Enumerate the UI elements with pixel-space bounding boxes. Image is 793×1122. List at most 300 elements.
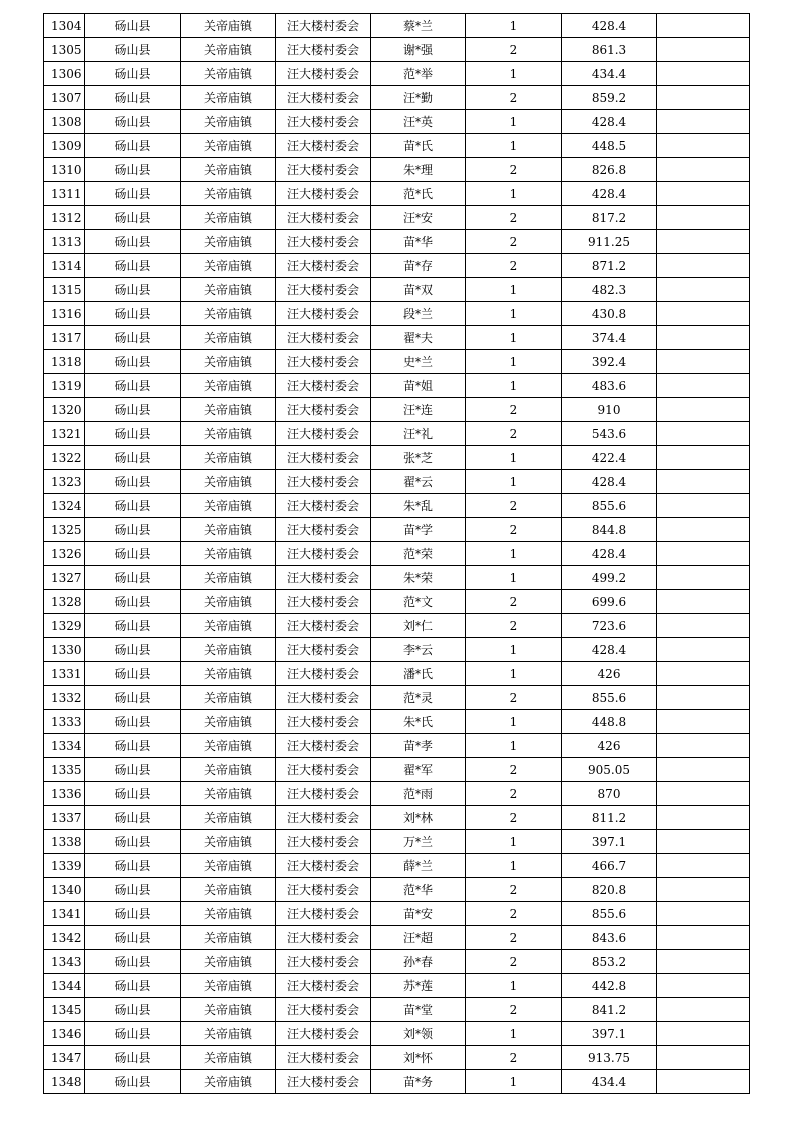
household-count-cell: 2: [466, 518, 562, 542]
table-row: [44, 1022, 750, 1046]
village-committee-cell: 汪大楼村委会: [276, 902, 371, 926]
town-cell: 关帝庙镇: [181, 254, 276, 278]
serial-number-cell: 1330: [44, 638, 85, 662]
amount-cell: 844.8: [562, 518, 657, 542]
household-count-cell: 2: [466, 998, 562, 1022]
household-count-cell: 2: [466, 86, 562, 110]
amount-cell: 499.2: [562, 566, 657, 590]
table-row: [44, 782, 750, 806]
table-row: [44, 830, 750, 854]
town-cell: 关帝庙镇: [181, 278, 276, 302]
county-cell: 砀山县: [85, 134, 181, 158]
town-cell: 关帝庙镇: [181, 854, 276, 878]
town-cell: 关帝庙镇: [181, 86, 276, 110]
amount-cell: 428.4: [562, 14, 657, 38]
table-row: [44, 758, 750, 782]
table-row: [44, 182, 750, 206]
serial-number-cell: 1323: [44, 470, 85, 494]
village-committee-cell: 汪大楼村委会: [276, 710, 371, 734]
serial-number-cell: 1325: [44, 518, 85, 542]
serial-number-cell: 1332: [44, 686, 85, 710]
household-count-cell: 1: [466, 542, 562, 566]
remarks-cell: [657, 902, 750, 926]
household-count-cell: 2: [466, 758, 562, 782]
serial-number-cell: 1308: [44, 110, 85, 134]
household-count-cell: 2: [466, 1046, 562, 1070]
table-row: [44, 62, 750, 86]
amount-cell: 843.6: [562, 926, 657, 950]
table-row: [44, 134, 750, 158]
amount-cell: 466.7: [562, 854, 657, 878]
serial-number-cell: 1336: [44, 782, 85, 806]
remarks-cell: [657, 686, 750, 710]
town-cell: 关帝庙镇: [181, 830, 276, 854]
amount-cell: 442.8: [562, 974, 657, 998]
table-row: [44, 998, 750, 1022]
serial-number-cell: 1319: [44, 374, 85, 398]
county-cell: 砀山县: [85, 782, 181, 806]
remarks-cell: [657, 518, 750, 542]
village-committee-cell: 汪大楼村委会: [276, 86, 371, 110]
recipient-name-cell: 蔡*兰: [371, 14, 466, 38]
village-committee-cell: 汪大楼村委会: [276, 614, 371, 638]
amount-cell: 861.3: [562, 38, 657, 62]
serial-number-cell: 1328: [44, 590, 85, 614]
household-count-cell: 2: [466, 782, 562, 806]
serial-number-cell: 1314: [44, 254, 85, 278]
remarks-cell: [657, 710, 750, 734]
amount-cell: 397.1: [562, 830, 657, 854]
county-cell: 砀山县: [85, 950, 181, 974]
household-count-cell: 1: [466, 734, 562, 758]
household-count-cell: 2: [466, 926, 562, 950]
household-count-cell: 2: [466, 422, 562, 446]
table-row: [44, 398, 750, 422]
recipient-name-cell: 朱*理: [371, 158, 466, 182]
household-count-cell: 1: [466, 446, 562, 470]
recipient-table: [43, 13, 750, 1094]
table-row: [44, 710, 750, 734]
serial-number-cell: 1344: [44, 974, 85, 998]
village-committee-cell: 汪大楼村委会: [276, 278, 371, 302]
remarks-cell: [657, 326, 750, 350]
recipient-name-cell: 苗*华: [371, 230, 466, 254]
recipient-name-cell: 范*氏: [371, 182, 466, 206]
village-committee-cell: 汪大楼村委会: [276, 1022, 371, 1046]
remarks-cell: [657, 470, 750, 494]
county-cell: 砀山县: [85, 830, 181, 854]
village-committee-cell: 汪大楼村委会: [276, 422, 371, 446]
remarks-cell: [657, 422, 750, 446]
town-cell: 关帝庙镇: [181, 686, 276, 710]
town-cell: 关帝庙镇: [181, 350, 276, 374]
serial-number-cell: 1343: [44, 950, 85, 974]
amount-cell: 392.4: [562, 350, 657, 374]
county-cell: 砀山县: [85, 182, 181, 206]
remarks-cell: [657, 206, 750, 230]
table-row: [44, 374, 750, 398]
remarks-cell: [657, 230, 750, 254]
table-row: [44, 902, 750, 926]
village-committee-cell: 汪大楼村委会: [276, 470, 371, 494]
county-cell: 砀山县: [85, 1046, 181, 1070]
town-cell: 关帝庙镇: [181, 638, 276, 662]
recipient-name-cell: 史*兰: [371, 350, 466, 374]
amount-cell: 483.6: [562, 374, 657, 398]
amount-cell: 428.4: [562, 182, 657, 206]
county-cell: 砀山县: [85, 62, 181, 86]
amount-cell: 826.8: [562, 158, 657, 182]
amount-cell: 430.8: [562, 302, 657, 326]
amount-cell: 841.2: [562, 998, 657, 1022]
remarks-cell: [657, 38, 750, 62]
village-committee-cell: 汪大楼村委会: [276, 950, 371, 974]
town-cell: 关帝庙镇: [181, 758, 276, 782]
amount-cell: 374.4: [562, 326, 657, 350]
serial-number-cell: 1309: [44, 134, 85, 158]
table-row: [44, 974, 750, 998]
serial-number-cell: 1306: [44, 62, 85, 86]
serial-number-cell: 1339: [44, 854, 85, 878]
village-committee-cell: 汪大楼村委会: [276, 446, 371, 470]
household-count-cell: 2: [466, 206, 562, 230]
remarks-cell: [657, 14, 750, 38]
village-committee-cell: 汪大楼村委会: [276, 14, 371, 38]
serial-number-cell: 1326: [44, 542, 85, 566]
amount-cell: 905.05: [562, 758, 657, 782]
recipient-name-cell: 范*华: [371, 878, 466, 902]
table-row: [44, 854, 750, 878]
county-cell: 砀山县: [85, 974, 181, 998]
town-cell: 关帝庙镇: [181, 470, 276, 494]
recipient-name-cell: 张*芝: [371, 446, 466, 470]
town-cell: 关帝庙镇: [181, 734, 276, 758]
table-row: [44, 254, 750, 278]
county-cell: 砀山县: [85, 38, 181, 62]
recipient-name-cell: 范*文: [371, 590, 466, 614]
recipient-name-cell: 苗*堂: [371, 998, 466, 1022]
household-count-cell: 1: [466, 854, 562, 878]
village-committee-cell: 汪大楼村委会: [276, 350, 371, 374]
remarks-cell: [657, 758, 750, 782]
remarks-cell: [657, 638, 750, 662]
household-count-cell: 2: [466, 398, 562, 422]
county-cell: 砀山县: [85, 710, 181, 734]
table-row: [44, 926, 750, 950]
recipient-name-cell: 苗*姐: [371, 374, 466, 398]
amount-cell: 723.6: [562, 614, 657, 638]
amount-cell: 428.4: [562, 470, 657, 494]
town-cell: 关帝庙镇: [181, 110, 276, 134]
amount-cell: 428.4: [562, 542, 657, 566]
town-cell: 关帝庙镇: [181, 710, 276, 734]
table-row: [44, 278, 750, 302]
recipient-name-cell: 苗*双: [371, 278, 466, 302]
recipient-name-cell: 范*灵: [371, 686, 466, 710]
town-cell: 关帝庙镇: [181, 518, 276, 542]
table-row: [44, 542, 750, 566]
table-row: [44, 158, 750, 182]
county-cell: 砀山县: [85, 590, 181, 614]
recipient-name-cell: 朱*氏: [371, 710, 466, 734]
household-count-cell: 1: [466, 1022, 562, 1046]
recipient-name-cell: 苗*孝: [371, 734, 466, 758]
village-committee-cell: 汪大楼村委会: [276, 566, 371, 590]
county-cell: 砀山县: [85, 902, 181, 926]
serial-number-cell: 1310: [44, 158, 85, 182]
recipient-name-cell: 翟*云: [371, 470, 466, 494]
recipient-name-cell: 谢*强: [371, 38, 466, 62]
remarks-cell: [657, 830, 750, 854]
town-cell: 关帝庙镇: [181, 38, 276, 62]
table-row: [44, 14, 750, 38]
serial-number-cell: 1341: [44, 902, 85, 926]
county-cell: 砀山县: [85, 1022, 181, 1046]
table-row: [44, 686, 750, 710]
town-cell: 关帝庙镇: [181, 1070, 276, 1094]
county-cell: 砀山县: [85, 374, 181, 398]
town-cell: 关帝庙镇: [181, 878, 276, 902]
amount-cell: 820.8: [562, 878, 657, 902]
household-count-cell: 2: [466, 686, 562, 710]
county-cell: 砀山县: [85, 614, 181, 638]
table-row: [44, 662, 750, 686]
village-committee-cell: 汪大楼村委会: [276, 62, 371, 86]
village-committee-cell: 汪大楼村委会: [276, 878, 371, 902]
county-cell: 砀山县: [85, 14, 181, 38]
town-cell: 关帝庙镇: [181, 542, 276, 566]
county-cell: 砀山县: [85, 494, 181, 518]
serial-number-cell: 1312: [44, 206, 85, 230]
remarks-cell: [657, 350, 750, 374]
village-committee-cell: 汪大楼村委会: [276, 494, 371, 518]
town-cell: 关帝庙镇: [181, 782, 276, 806]
county-cell: 砀山县: [85, 86, 181, 110]
amount-cell: 811.2: [562, 806, 657, 830]
household-count-cell: 2: [466, 902, 562, 926]
remarks-cell: [657, 254, 750, 278]
county-cell: 砀山县: [85, 542, 181, 566]
village-committee-cell: 汪大楼村委会: [276, 134, 371, 158]
household-count-cell: 1: [466, 326, 562, 350]
county-cell: 砀山县: [85, 422, 181, 446]
town-cell: 关帝庙镇: [181, 494, 276, 518]
recipient-name-cell: 汪*连: [371, 398, 466, 422]
remarks-cell: [657, 974, 750, 998]
amount-cell: 855.6: [562, 686, 657, 710]
recipient-name-cell: 汪*勤: [371, 86, 466, 110]
household-count-cell: 2: [466, 614, 562, 638]
household-count-cell: 2: [466, 230, 562, 254]
serial-number-cell: 1327: [44, 566, 85, 590]
remarks-cell: [657, 302, 750, 326]
town-cell: 关帝庙镇: [181, 398, 276, 422]
remarks-cell: [657, 998, 750, 1022]
county-cell: 砀山县: [85, 446, 181, 470]
amount-cell: 859.2: [562, 86, 657, 110]
serial-number-cell: 1313: [44, 230, 85, 254]
village-committee-cell: 汪大楼村委会: [276, 830, 371, 854]
county-cell: 砀山县: [85, 326, 181, 350]
amount-cell: 434.4: [562, 1070, 657, 1094]
town-cell: 关帝庙镇: [181, 1046, 276, 1070]
village-committee-cell: 汪大楼村委会: [276, 158, 371, 182]
recipient-name-cell: 苏*莲: [371, 974, 466, 998]
serial-number-cell: 1320: [44, 398, 85, 422]
serial-number-cell: 1335: [44, 758, 85, 782]
table-row: [44, 518, 750, 542]
amount-cell: 482.3: [562, 278, 657, 302]
village-committee-cell: 汪大楼村委会: [276, 782, 371, 806]
household-count-cell: 1: [466, 974, 562, 998]
recipient-name-cell: 孙*春: [371, 950, 466, 974]
town-cell: 关帝庙镇: [181, 326, 276, 350]
table-row: [44, 638, 750, 662]
remarks-cell: [657, 110, 750, 134]
remarks-cell: [657, 446, 750, 470]
recipient-name-cell: 段*兰: [371, 302, 466, 326]
table-row: [44, 494, 750, 518]
amount-cell: 422.4: [562, 446, 657, 470]
remarks-cell: [657, 662, 750, 686]
amount-cell: 910: [562, 398, 657, 422]
remarks-cell: [657, 86, 750, 110]
household-count-cell: 2: [466, 590, 562, 614]
household-count-cell: 2: [466, 494, 562, 518]
county-cell: 砀山县: [85, 854, 181, 878]
serial-number-cell: 1311: [44, 182, 85, 206]
village-committee-cell: 汪大楼村委会: [276, 998, 371, 1022]
amount-cell: 817.2: [562, 206, 657, 230]
town-cell: 关帝庙镇: [181, 566, 276, 590]
recipient-name-cell: 刘*仁: [371, 614, 466, 638]
recipient-name-cell: 潘*氏: [371, 662, 466, 686]
household-count-cell: 1: [466, 182, 562, 206]
county-cell: 砀山县: [85, 278, 181, 302]
household-count-cell: 1: [466, 638, 562, 662]
amount-cell: 871.2: [562, 254, 657, 278]
serial-number-cell: 1318: [44, 350, 85, 374]
recipient-name-cell: 刘*领: [371, 1022, 466, 1046]
serial-number-cell: 1340: [44, 878, 85, 902]
county-cell: 砀山县: [85, 734, 181, 758]
recipient-name-cell: 范*荣: [371, 542, 466, 566]
amount-cell: 448.5: [562, 134, 657, 158]
town-cell: 关帝庙镇: [181, 806, 276, 830]
serial-number-cell: 1329: [44, 614, 85, 638]
county-cell: 砀山县: [85, 926, 181, 950]
serial-number-cell: 1331: [44, 662, 85, 686]
serial-number-cell: 1338: [44, 830, 85, 854]
town-cell: 关帝庙镇: [181, 446, 276, 470]
remarks-cell: [657, 1070, 750, 1094]
amount-cell: 855.6: [562, 902, 657, 926]
county-cell: 砀山县: [85, 566, 181, 590]
table-row: [44, 350, 750, 374]
village-committee-cell: 汪大楼村委会: [276, 758, 371, 782]
recipient-name-cell: 刘*怀: [371, 1046, 466, 1070]
remarks-cell: [657, 278, 750, 302]
town-cell: 关帝庙镇: [181, 302, 276, 326]
amount-cell: 434.4: [562, 62, 657, 86]
county-cell: 砀山县: [85, 350, 181, 374]
household-count-cell: 2: [466, 254, 562, 278]
amount-cell: 913.75: [562, 1046, 657, 1070]
recipient-name-cell: 刘*林: [371, 806, 466, 830]
recipient-name-cell: 范*雨: [371, 782, 466, 806]
household-count-cell: 1: [466, 110, 562, 134]
recipient-name-cell: 苗*安: [371, 902, 466, 926]
recipient-name-cell: 范*举: [371, 62, 466, 86]
county-cell: 砀山县: [85, 110, 181, 134]
village-committee-cell: 汪大楼村委会: [276, 110, 371, 134]
county-cell: 砀山县: [85, 806, 181, 830]
serial-number-cell: 1346: [44, 1022, 85, 1046]
town-cell: 关帝庙镇: [181, 158, 276, 182]
recipient-name-cell: 苗*氏: [371, 134, 466, 158]
recipient-name-cell: 万*兰: [371, 830, 466, 854]
county-cell: 砀山县: [85, 302, 181, 326]
table-row: [44, 1070, 750, 1094]
table-row: [44, 590, 750, 614]
serial-number-cell: 1347: [44, 1046, 85, 1070]
village-committee-cell: 汪大楼村委会: [276, 1046, 371, 1070]
table-row: [44, 446, 750, 470]
amount-cell: 855.6: [562, 494, 657, 518]
remarks-cell: [657, 734, 750, 758]
table-row: [44, 422, 750, 446]
town-cell: 关帝庙镇: [181, 614, 276, 638]
recipient-name-cell: 朱*荣: [371, 566, 466, 590]
county-cell: 砀山县: [85, 254, 181, 278]
town-cell: 关帝庙镇: [181, 134, 276, 158]
town-cell: 关帝庙镇: [181, 14, 276, 38]
village-committee-cell: 汪大楼村委会: [276, 398, 371, 422]
amount-cell: 426: [562, 734, 657, 758]
table-row: [44, 614, 750, 638]
village-committee-cell: 汪大楼村委会: [276, 542, 371, 566]
serial-number-cell: 1307: [44, 86, 85, 110]
remarks-cell: [657, 494, 750, 518]
serial-number-cell: 1304: [44, 14, 85, 38]
remarks-cell: [657, 398, 750, 422]
remarks-cell: [657, 614, 750, 638]
town-cell: 关帝庙镇: [181, 926, 276, 950]
town-cell: 关帝庙镇: [181, 230, 276, 254]
amount-cell: 428.4: [562, 638, 657, 662]
county-cell: 砀山县: [85, 470, 181, 494]
amount-cell: 911.25: [562, 230, 657, 254]
county-cell: 砀山县: [85, 158, 181, 182]
village-committee-cell: 汪大楼村委会: [276, 638, 371, 662]
table-row: [44, 326, 750, 350]
county-cell: 砀山县: [85, 638, 181, 662]
village-committee-cell: 汪大楼村委会: [276, 302, 371, 326]
serial-number-cell: 1317: [44, 326, 85, 350]
village-committee-cell: 汪大楼村委会: [276, 734, 371, 758]
village-committee-cell: 汪大楼村委会: [276, 806, 371, 830]
household-count-cell: 2: [466, 158, 562, 182]
household-count-cell: 2: [466, 806, 562, 830]
county-cell: 砀山县: [85, 230, 181, 254]
town-cell: 关帝庙镇: [181, 62, 276, 86]
village-committee-cell: 汪大楼村委会: [276, 182, 371, 206]
remarks-cell: [657, 158, 750, 182]
village-committee-cell: 汪大楼村委会: [276, 38, 371, 62]
remarks-cell: [657, 590, 750, 614]
household-count-cell: 1: [466, 350, 562, 374]
household-count-cell: 2: [466, 950, 562, 974]
